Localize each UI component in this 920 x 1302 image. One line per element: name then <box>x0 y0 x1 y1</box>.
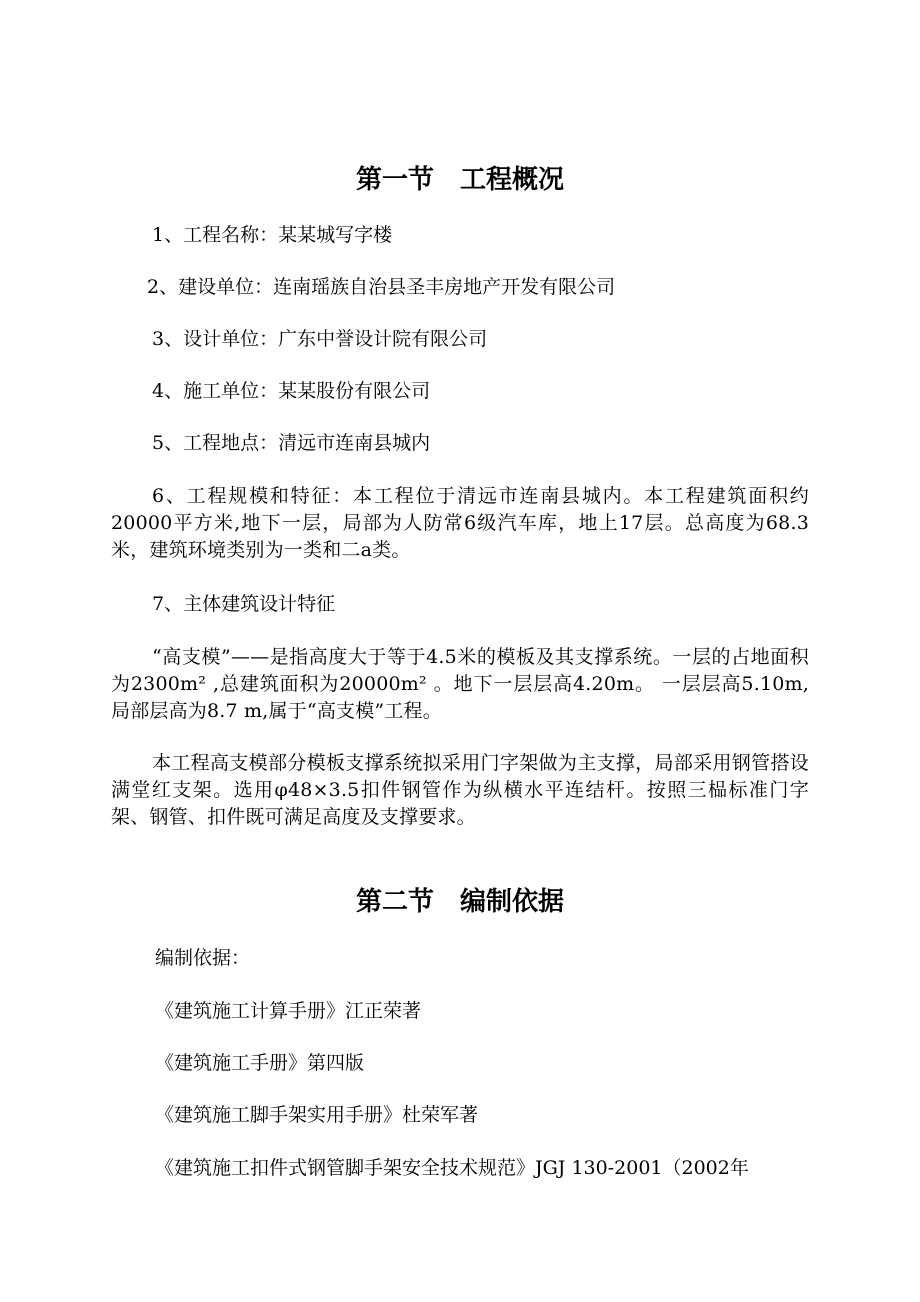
support-system-paragraph: 本工程高支模部分模板支撑系统拟采用门字架做为主支撑，局部采用钢管搭设满堂红支架。选用φ48×3.5扣件钢管作为纵横水平连结杆。按照三榀标准门字架、钢管、扣件既可满足高度及支撑要求。 <box>111 752 809 828</box>
construction-unit-item: 2、建设单位：连南瑶族自治县圣丰房地产开发有限公司 <box>147 276 616 298</box>
reference-item: 《建筑施工脚手架实用手册》杜荣军著 <box>155 1104 479 1126</box>
high-formwork-paragraph: “高支模”——是指高度大于等于4.5米的模板及其支撑系统。一层的占地面积为2300m² ,总建筑面积为20000m² 。地下一层层高4.20m。 一层层高5.10m,局部层高为8.7 m,属于“高支模”工程。 <box>111 646 809 722</box>
reference-item: 《建筑施工手册》第四版 <box>155 1052 365 1074</box>
reference-item: 《建筑施工计算手册》江正荣著 <box>155 1000 422 1022</box>
section-1-heading: 第一节 工程概况 <box>355 165 564 195</box>
reference-item: 《建筑施工扣件式钢管脚手架安全技术规范》JGJ 130-2001（2002年 <box>155 1157 749 1179</box>
builder-unit-item: 4、施工单位：某某股份有限公司 <box>152 380 431 402</box>
project-location-item: 5、工程地点：清远市连南县城内 <box>152 432 431 454</box>
design-features-item: 7、主体建筑设计特征 <box>152 593 336 615</box>
basis-intro: 编制依据： <box>155 947 251 969</box>
project-scale-paragraph: 6、工程规模和特征：本工程位于清远市连南县城内。本工程建筑面积约20000平方米,地下一层，局部为人防常6级汽车库，地上17层。总高度为68.3米，建筑环境类别为一类和二a类。 <box>111 485 809 561</box>
section-2-heading: 第二节 编制依据 <box>355 887 564 917</box>
project-name-item: 1、工程名称：某某城写字楼 <box>152 224 393 246</box>
design-unit-item: 3、设计单位：广东中誉设计院有限公司 <box>152 328 488 350</box>
